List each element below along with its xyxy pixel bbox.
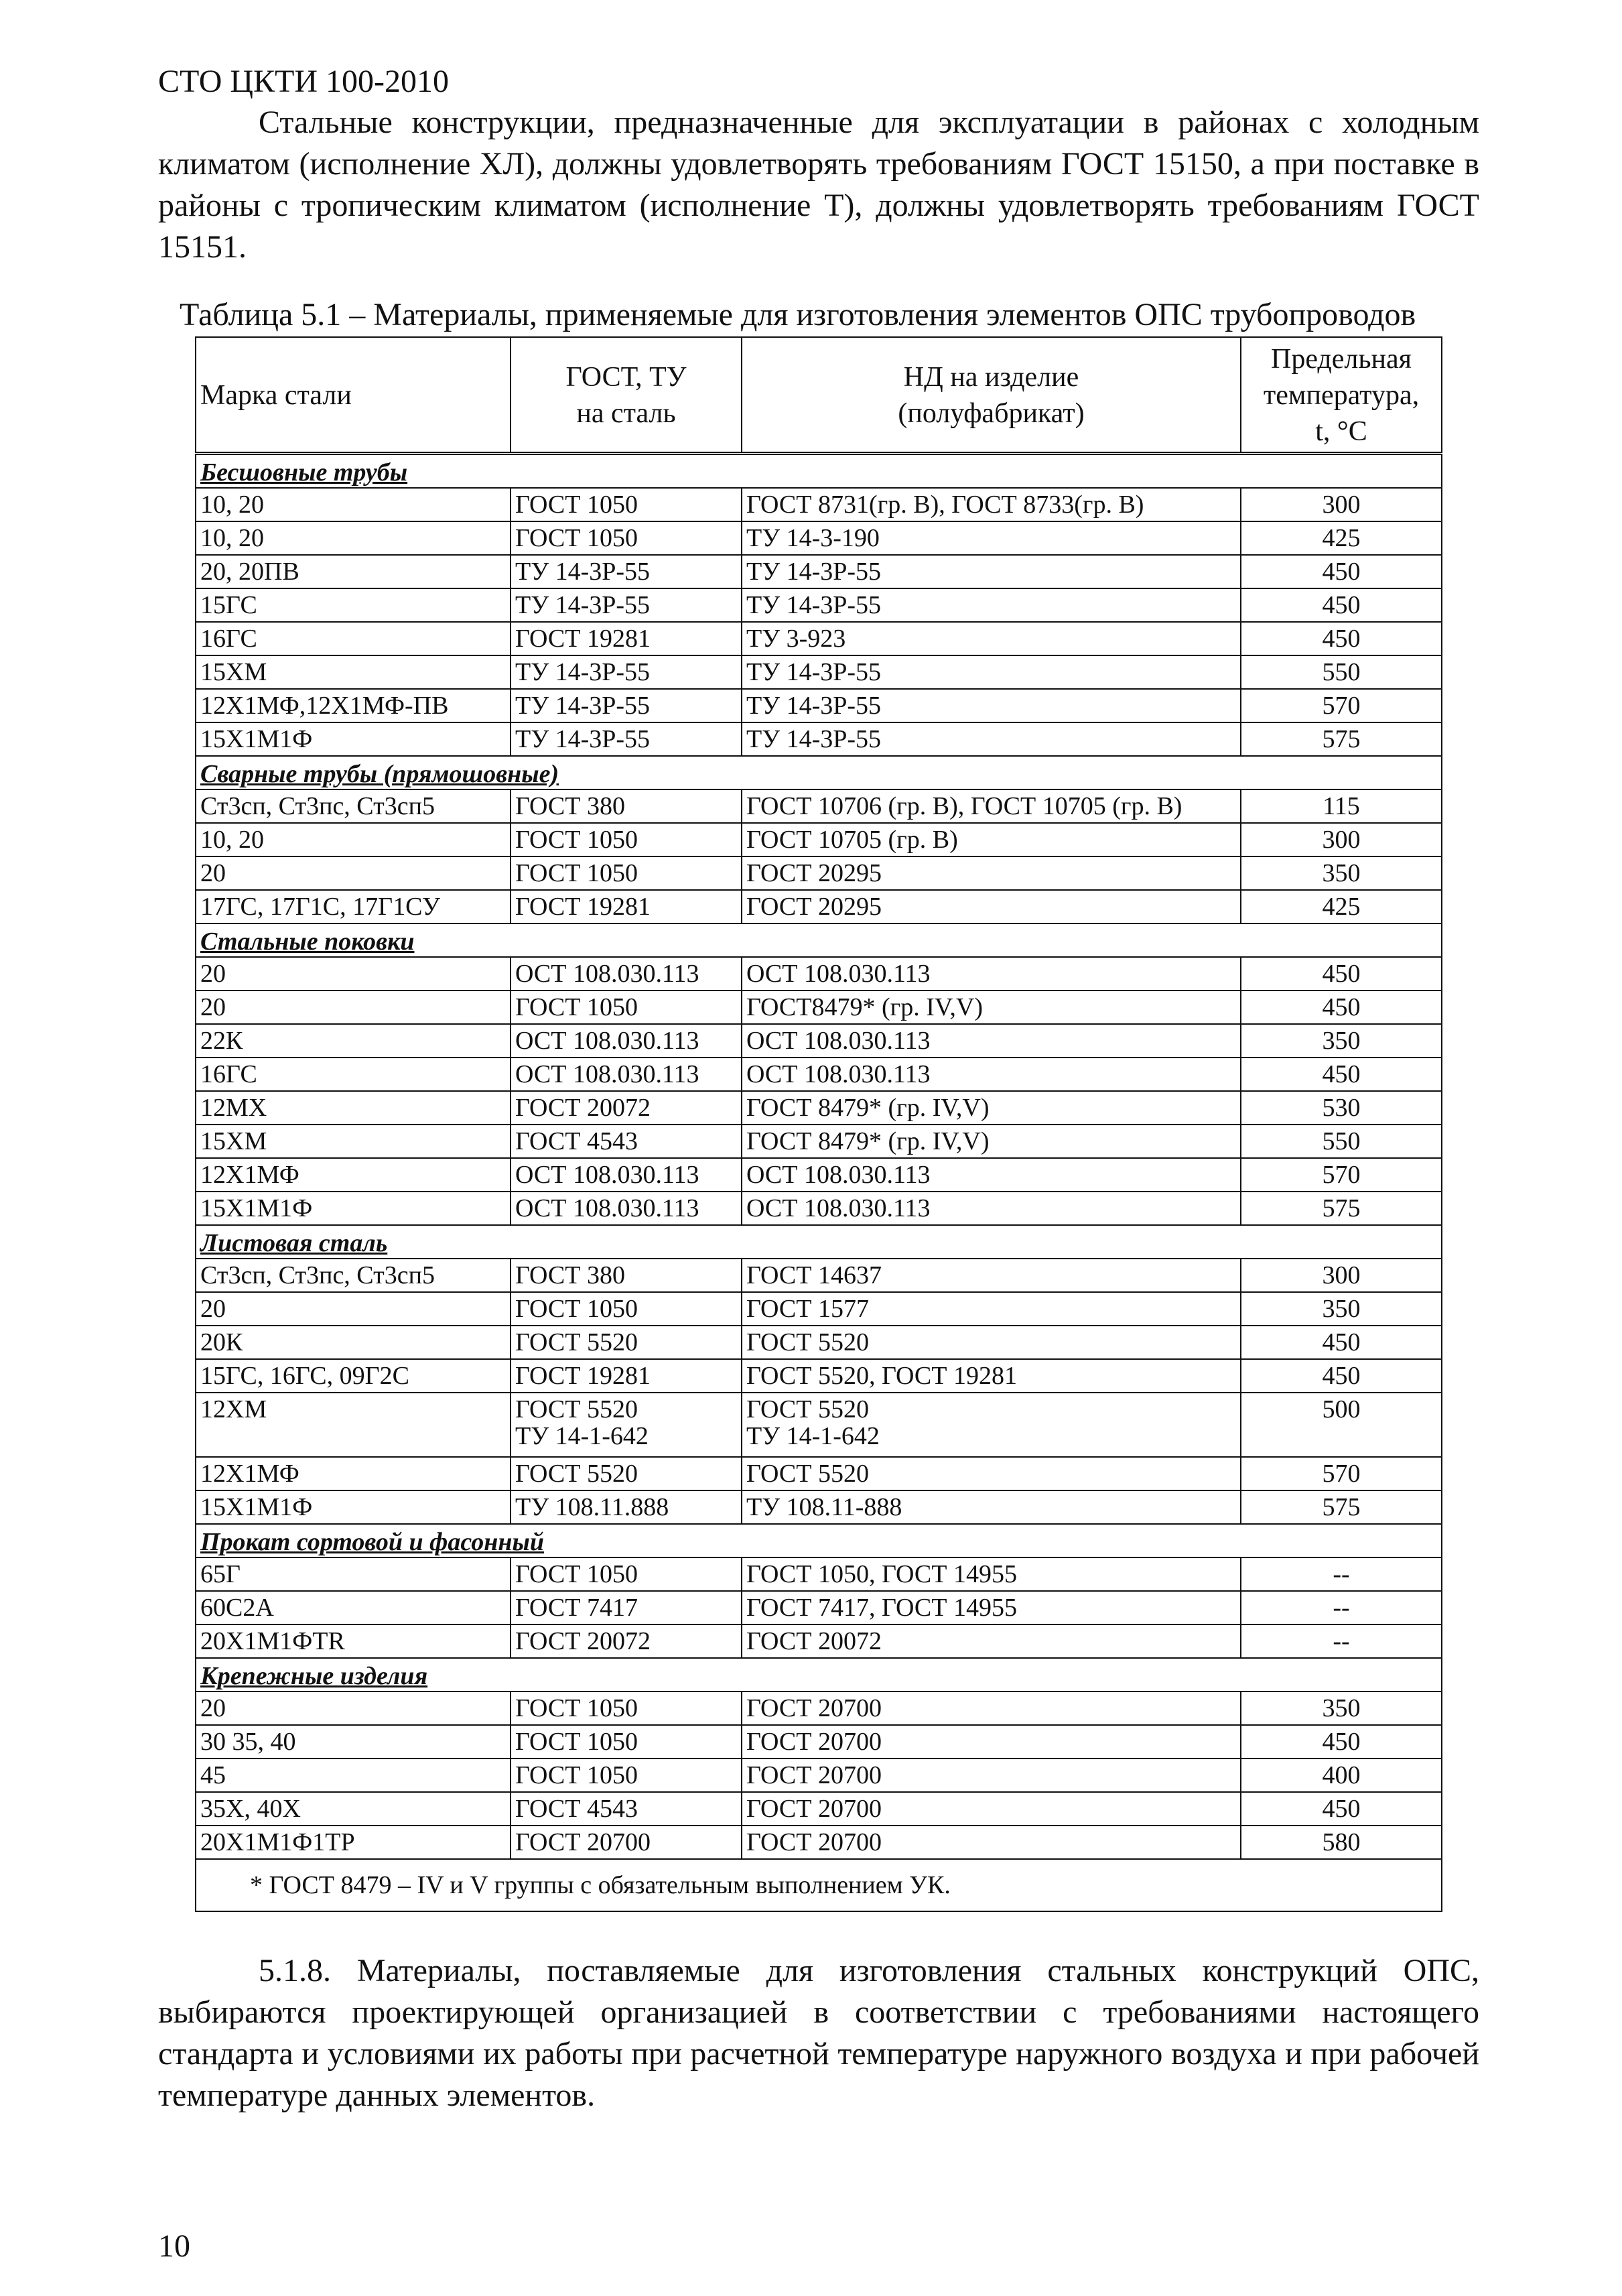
cell-gost [511,555,742,588]
cell-nd [742,1024,1241,1058]
column-header-gost-line1: ГОСТ, ТУ [565,362,687,393]
table-section-title: Прокат сортовой и фасонный [196,1524,1442,1557]
cell-gost [511,1393,742,1457]
cell-temperature: 550 [1241,1125,1442,1158]
cell-temperature: -- [1241,1591,1442,1624]
cell-nd-line: ГОСТ 8731(гр. В), ГОСТ 8733(гр. В) [746,491,1144,519]
cell-gost [511,1359,742,1393]
cell-gost [511,1692,742,1725]
cell-gost [511,1759,742,1792]
cell-nd-line: ГОСТ 5520 [746,1395,869,1423]
table-row [196,789,1442,823]
cell-gost-line: ГОСТ 1050 [515,859,638,887]
cell-grade: 12ХМ [196,1393,511,1457]
cell-gost-line: ГОСТ 1050 [515,1560,638,1588]
table-section-title: Крепежные изделия [196,1658,1442,1692]
cell-temperature: 450 [1241,622,1442,655]
table-row [196,1259,1442,1292]
cell-gost [511,1624,742,1658]
cell-nd-line: ГОСТ 5520, ГОСТ 19281 [746,1362,1017,1390]
cell-gost-line: ГОСТ 7417 [515,1594,638,1622]
cell-temperature: 450 [1241,1058,1442,1091]
cell-grade: 22К [196,1024,511,1058]
cell-grade: 20 [196,1692,511,1725]
table-row [196,655,1442,689]
table-row [196,1158,1442,1192]
cell-grade: 15ХМ [196,1125,511,1158]
cell-gost [511,1024,742,1058]
cell-grade: 10, 20 [196,521,511,555]
cell-nd-line: ГОСТ 1050, ГОСТ 14955 [746,1560,1017,1588]
cell-temperature: 570 [1241,1457,1442,1490]
cell-nd-line: ГОСТ 5520 [746,1460,869,1488]
cell-temperature: 500 [1241,1393,1442,1457]
cell-grade: Ст3сп, Ст3пс, Ст3сп5 [196,1259,511,1292]
column-header-grade-label: Марка стали [200,380,352,411]
table-row [196,1125,1442,1158]
cell-nd [742,622,1241,655]
table-row [196,1192,1442,1225]
table-section-row [196,1658,1442,1692]
table-row [196,1759,1442,1792]
cell-nd [742,1792,1241,1826]
cell-grade: 30 35, 40 [196,1725,511,1759]
cell-gost-line: ГОСТ 5520 [515,1395,638,1423]
cell-gost-line: ТУ 14-3Р-55 [515,658,651,686]
cell-nd [742,1292,1241,1326]
cell-grade: 35Х, 40Х [196,1792,511,1826]
cell-gost [511,1326,742,1359]
table-section-title: Сварные трубы (прямошовные) [196,756,1442,789]
cell-gost [511,789,742,823]
cell-grade: 16ГС [196,1058,511,1091]
cell-nd [742,957,1241,991]
table-row [196,1359,1442,1393]
table-row [196,622,1442,655]
cell-temperature: 570 [1241,689,1442,722]
cell-gost [511,1725,742,1759]
cell-gost [511,823,742,856]
cell-grade: 60С2А [196,1591,511,1624]
cell-nd [742,1091,1241,1125]
cell-temperature: 350 [1241,1692,1442,1725]
cell-grade: 20 [196,957,511,991]
table-row [196,991,1442,1024]
cell-grade: 10, 20 [196,488,511,521]
cell-grade: 20Х1М1Ф1ТР [196,1826,511,1859]
cell-grade: 65Г [196,1557,511,1591]
cell-nd-line: ТУ 14-3Р-55 [746,558,882,586]
cell-nd-line: ТУ 14-3-190 [746,524,880,552]
table-row [196,689,1442,722]
cell-nd [742,689,1241,722]
cell-grade: 20 [196,991,511,1024]
cell-gost-line: ГОСТ 19281 [515,893,651,921]
cell-nd-line: ГОСТ8479* (гр. IV,V) [746,993,984,1021]
cell-grade: 16ГС [196,622,511,655]
cell-grade: 45 [196,1759,511,1792]
cell-nd [742,1591,1241,1624]
cell-nd [742,890,1241,923]
table-row [196,722,1442,756]
cell-nd-line: ГОСТ 20700 [746,1761,882,1789]
cell-gost-line: ГОСТ 19281 [515,1362,651,1390]
cell-grade: 17ГС, 17Г1С, 17Г1СУ [196,890,511,923]
cell-gost [511,1490,742,1524]
table-row [196,488,1442,521]
cell-gost [511,1158,742,1192]
cell-nd [742,555,1241,588]
table-footnote: * ГОСТ 8479 – IV и V группы с обязательным выполнением УК. [196,1859,1442,1911]
cell-gost [511,488,742,521]
cell-nd [742,789,1241,823]
cell-grade: 15ГС [196,588,511,622]
cell-grade: 20 [196,856,511,890]
cell-temperature: 450 [1241,957,1442,991]
cell-nd [742,588,1241,622]
cell-grade: 15Х1М1Ф [196,1192,511,1225]
cell-nd-line: ГОСТ 20700 [746,1795,882,1823]
cell-gost-line: ГОСТ 1050 [515,826,638,854]
cell-temperature: -- [1241,1557,1442,1591]
column-header-gost-line2: на сталь [576,398,676,429]
cell-grade: 12Х1МФ [196,1158,511,1192]
cell-temperature: 550 [1241,655,1442,689]
cell-nd-line: ТУ 3-923 [746,625,846,653]
cell-gost-line: ГОСТ 5520 [515,1460,638,1488]
table-footnote-row [196,1859,1442,1911]
cell-gost [511,1125,742,1158]
cell-nd-line: ТУ 14-1-642 [746,1422,880,1450]
page-number: 10 [158,2228,190,2264]
paragraph-5-1-8: 5.1.8. Материалы, поставляемые для изготовления стальных конструкций ОПС, выбираются проектирующей организацией в соответствии с требованиями настоящего стандарта и условиями их работы при расчетной температуре наружного воздуха и при рабочей температуре данных элементов. [158,1953,1479,2113]
cell-grade: 12Х1МФ,12Х1МФ-ПВ [196,689,511,722]
cell-gost-line: ГОСТ 20700 [515,1828,651,1856]
cell-temperature: 115 [1241,789,1442,823]
cell-nd [742,1490,1241,1524]
cell-temperature: 450 [1241,555,1442,588]
materials-table [195,336,1442,1912]
cell-nd [742,1359,1241,1393]
cell-gost-line: ГОСТ 380 [515,1261,625,1289]
cell-nd [742,856,1241,890]
column-header-temp-line2: температура, [1263,380,1420,411]
cell-gost [511,1259,742,1292]
table-section-row [196,756,1442,789]
cell-grade: 20 [196,1292,511,1326]
cell-nd-line: ОСТ 108.030.113 [746,1161,931,1189]
cell-gost-line: ОСТ 108.030.113 [515,1060,699,1088]
cell-nd [742,1259,1241,1292]
cell-temperature: 400 [1241,1759,1442,1792]
cell-nd [742,1725,1241,1759]
cell-gost [511,1591,742,1624]
cell-nd-line: ГОСТ 20295 [746,893,882,921]
cell-nd-line: ГОСТ 5520 [746,1328,869,1356]
cell-nd-line: ГОСТ 8479* (гр. IV,V) [746,1127,990,1155]
cell-temperature: 300 [1241,823,1442,856]
table-row [196,1826,1442,1859]
table-row [196,1024,1442,1058]
column-header-gost [511,337,742,454]
cell-gost [511,622,742,655]
cell-nd [742,1624,1241,1658]
table-row [196,957,1442,991]
cell-temperature: 575 [1241,1490,1442,1524]
cell-temperature: 450 [1241,1359,1442,1393]
cell-temperature: 580 [1241,1826,1442,1859]
table-body [196,454,1442,1912]
cell-grade: 15Х1М1Ф [196,722,511,756]
table-row [196,1457,1442,1490]
cell-gost-line: ТУ 14-3Р-55 [515,725,651,753]
cell-gost-line: ТУ 14-3Р-55 [515,591,651,619]
table-row [196,890,1442,923]
cell-gost [511,1457,742,1490]
cell-temperature: 425 [1241,521,1442,555]
cell-gost-line: ОСТ 108.030.113 [515,1027,699,1055]
cell-nd-line: ГОСТ 14637 [746,1261,882,1289]
cell-temperature: 450 [1241,1792,1442,1826]
table-section-row [196,923,1442,957]
cell-gost [511,1058,742,1091]
table-caption: Таблица 5.1 – Материалы, применяемые для изготовления элементов ОПС трубопроводов [180,297,1416,332]
cell-temperature: 350 [1241,1024,1442,1058]
cell-gost-line: ГОСТ 5520 [515,1328,638,1356]
table-row [196,1725,1442,1759]
cell-temperature: 300 [1241,1259,1442,1292]
cell-grade: 10, 20 [196,823,511,856]
column-header-nd-line2: (полуфабрикат) [898,398,1085,429]
table-row [196,1591,1442,1624]
cell-temperature: 350 [1241,856,1442,890]
cell-nd [742,1457,1241,1490]
table-row [196,1058,1442,1091]
cell-nd [742,1692,1241,1725]
table-section-title: Бесшовные трубы [196,454,1442,489]
table-row [196,555,1442,588]
cell-nd-line: ТУ 108.11-888 [746,1493,902,1521]
cell-nd-line: ОСТ 108.030.113 [746,1194,931,1222]
cell-nd-line: ТУ 14-3Р-55 [746,591,882,619]
cell-grade: 20Х1М1ФTR [196,1624,511,1658]
cell-gost [511,1192,742,1225]
cell-gost [511,890,742,923]
cell-gost [511,1826,742,1859]
table-row [196,1326,1442,1359]
cell-gost-line: ОСТ 108.030.113 [515,960,699,988]
cell-gost [511,1792,742,1826]
cell-grade: 12МХ [196,1091,511,1125]
table-section-title: Листовая сталь [196,1225,1442,1259]
table-row [196,1692,1442,1725]
table-row [196,1091,1442,1125]
cell-nd [742,1557,1241,1591]
column-header-nd-line1: НД на изделие [903,362,1079,393]
table-header-row [196,337,1442,454]
column-header-temp-line3: t, °C [1315,416,1367,447]
cell-gost [511,722,742,756]
cell-grade: 20, 20ПВ [196,555,511,588]
cell-temperature: 300 [1241,488,1442,521]
cell-nd [742,1826,1241,1859]
cell-nd-line: ГОСТ 10706 (гр. В), ГОСТ 10705 (гр. В) [746,792,1182,820]
table-section-title: Стальные поковки [196,923,1442,957]
cell-gost-line: ГОСТ 1050 [515,1728,638,1756]
cell-gost [511,655,742,689]
column-header-grade [196,337,511,454]
cell-temperature: 450 [1241,991,1442,1024]
cell-nd-line: ГОСТ 20295 [746,859,882,887]
cell-gost [511,588,742,622]
cell-gost-line: ГОСТ 1050 [515,491,638,519]
cell-nd [742,1326,1241,1359]
cell-gost-line: ГОСТ 1050 [515,1295,638,1323]
cell-nd [742,1759,1241,1792]
cell-nd-line: ГОСТ 7417, ГОСТ 14955 [746,1594,1017,1622]
cell-nd [742,991,1241,1024]
table-section-row [196,1524,1442,1557]
cell-temperature: 570 [1241,1158,1442,1192]
cell-nd-line: ГОСТ 20072 [746,1627,882,1655]
cell-nd-line: ОСТ 108.030.113 [746,1060,931,1088]
cell-grade: 15ГС, 16ГС, 09Г2С [196,1359,511,1393]
cell-gost-line: ГОСТ 19281 [515,625,651,653]
cell-nd-line: ГОСТ 1577 [746,1295,869,1323]
table-section-row [196,1225,1442,1259]
cell-gost [511,1292,742,1326]
cell-temperature: 530 [1241,1091,1442,1125]
cell-gost-line: ГОСТ 1050 [515,524,638,552]
cell-nd [742,655,1241,689]
cell-nd-line: ГОСТ 20700 [746,1694,882,1722]
table-row [196,1557,1442,1591]
cell-nd-line: ГОСТ 10705 (гр. В) [746,826,958,854]
cell-gost [511,1557,742,1591]
cell-nd-line: ТУ 14-3Р-55 [746,692,882,720]
cell-nd-line: ТУ 14-3Р-55 [746,658,882,686]
cell-grade: 20К [196,1326,511,1359]
table-section-row [196,454,1442,489]
cell-gost [511,856,742,890]
cell-gost [511,957,742,991]
table-row [196,1292,1442,1326]
cell-temperature: 350 [1241,1292,1442,1326]
cell-grade: 15ХМ [196,655,511,689]
cell-temperature: 575 [1241,1192,1442,1225]
cell-gost [511,521,742,555]
cell-gost-line: ТУ 14-1-642 [515,1422,649,1450]
cell-nd [742,521,1241,555]
cell-temperature: 450 [1241,1725,1442,1759]
cell-temperature: 575 [1241,722,1442,756]
cell-nd [742,823,1241,856]
cell-gost [511,689,742,722]
cell-gost [511,991,742,1024]
cell-nd-line: ОСТ 108.030.113 [746,1027,931,1055]
cell-gost [511,1091,742,1125]
cell-nd-line: ГОСТ 20700 [746,1828,882,1856]
cell-nd-line: ОСТ 108.030.113 [746,960,931,988]
cell-nd [742,1158,1241,1192]
cell-gost-line: ТУ 108.11.888 [515,1493,669,1521]
document-code-header: СТО ЦКТИ 100-2010 [158,64,450,99]
cell-nd [742,1058,1241,1091]
cell-gost-line: ГОСТ 20072 [515,1094,651,1122]
cell-nd [742,722,1241,756]
cell-nd-line: ГОСТ 20700 [746,1728,882,1756]
column-header-temp-line1: Предельная [1271,344,1412,375]
cell-nd [742,488,1241,521]
cell-gost-line: ТУ 14-3Р-55 [515,692,651,720]
cell-nd [742,1393,1241,1457]
cell-gost-line: ГОСТ 4543 [515,1795,638,1823]
cell-grade: 15Х1М1Ф [196,1490,511,1524]
cell-temperature: 450 [1241,588,1442,622]
table-row [196,1624,1442,1658]
table-row [196,1792,1442,1826]
cell-grade: Ст3сп, Ст3пс, Ст3сп5 [196,789,511,823]
table-row [196,588,1442,622]
table-row [196,521,1442,555]
cell-gost-line: ОСТ 108.030.113 [515,1161,699,1189]
table-row [196,823,1442,856]
column-header-temperature [1241,337,1442,454]
cell-nd-line: ТУ 14-3Р-55 [746,725,882,753]
cell-nd [742,1125,1241,1158]
cell-gost-line: ГОСТ 1050 [515,993,638,1021]
cell-grade: 12Х1МФ [196,1457,511,1490]
cell-gost-line: ГОСТ 20072 [515,1627,651,1655]
cell-temperature: -- [1241,1624,1442,1658]
cell-gost-line: ГОСТ 1050 [515,1761,638,1789]
cell-gost-line: ТУ 14-3Р-55 [515,558,651,586]
table-row [196,856,1442,890]
cell-gost-line: ОСТ 108.030.113 [515,1194,699,1222]
column-header-nd [742,337,1241,454]
cell-gost-line: ГОСТ 1050 [515,1694,638,1722]
table-row [196,1490,1442,1524]
intro-paragraph: Стальные конструкции, предназначенные для эксплуатации в районах с холодным климатом (исполнение ХЛ), должны удовлетворять требованиям ГОСТ 15150, а при поставке в районы с тропическим климатом (исполнение Т), должны удовлетворять требованиям ГОСТ 15151. [158,105,1479,265]
cell-temperature: 450 [1241,1326,1442,1359]
cell-nd-line: ГОСТ 8479* (гр. IV,V) [746,1094,990,1122]
cell-nd [742,1192,1241,1225]
cell-gost-line: ГОСТ 4543 [515,1127,638,1155]
cell-temperature: 425 [1241,890,1442,923]
table-row [196,1393,1442,1457]
cell-gost-line: ГОСТ 380 [515,792,625,820]
